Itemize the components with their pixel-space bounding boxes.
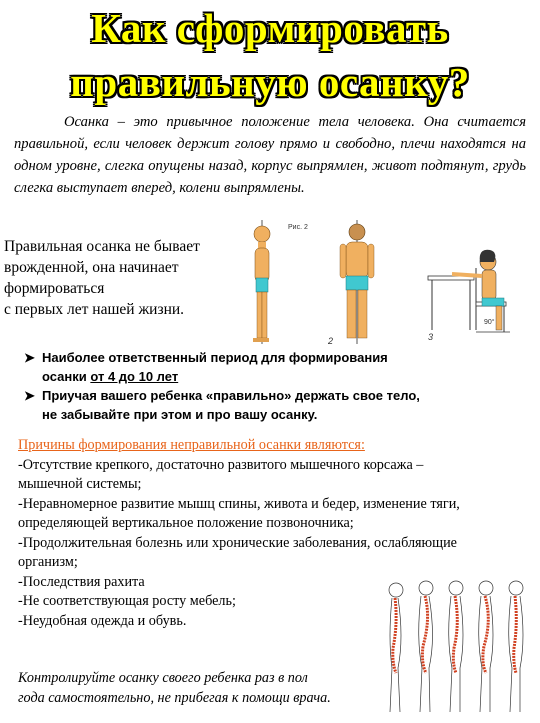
causes-heading: Причины формирования неправильной осанки являются: [18,437,365,453]
figure-caption: Рис. 2 [288,224,308,231]
arrow-bullet-icon: ➤ [24,350,35,365]
key-points-list [24,348,524,424]
cause-line: -Неравномерное развитие мышц спины, живота и бедер, изменение тяги, [18,495,460,512]
sitting-at-desk-figure [428,250,510,332]
cause-line: -Последствия рахита [18,573,145,590]
key-point-item [24,386,524,424]
spine-figure [479,581,493,712]
spine-figures-drawing [384,578,534,718]
spine-figure [449,581,463,712]
born-line: с первых лет нашей жизни. [4,301,185,318]
key-point-text: осанки [42,369,91,384]
cause-line: -Продолжительная болезнь или хронические заболевания, ослабляющие [18,534,457,551]
footer-advice [18,668,388,708]
page-title-line-2: правильную осанку? [70,59,470,105]
key-point-line [42,367,524,386]
intro-paragraph: Осанка – это привычное положение тела человека. Она считается правильной, если человек держит голову прямо и свободно, плечи находятся на одном уровне, слегка опущены назад, корпус выпрямлен, живот подтянут, грудь слегка выступает вперед, колени выпрямлены. [14,114,526,196]
footer-line: Контролируйте осанку своего ребенка раз в пол [18,670,308,686]
spine-figure [389,583,403,712]
angle-label: 90° [484,319,495,326]
spine-posture-illustration [384,578,534,718]
key-point-line: Приучая вашего ребенка «правильно» держать свое тело, [42,388,420,403]
posture-figures-drawing [240,218,530,348]
cause-line: -Не соответствующая росту мебель; [18,593,236,609]
figure-label-3: 3 [428,332,434,342]
spine-figure [509,581,523,712]
cause-line: определяющей вертикальное положение позвоночника; [18,515,354,531]
cause-line: -Неудобная одежда и обувь. [18,612,187,629]
footer-line: года самостоятельно, не прибегая к помощи врача. [18,690,331,706]
age-range-highlight: от 4 до 10 лет [90,369,179,384]
cause-line: организм; [18,554,78,570]
figure-label-2: 2 [328,336,334,346]
key-point-line: не забывайте при этом и про вашу осанку. [42,407,318,422]
born-line: Правильная осанка не бывает [4,238,200,255]
key-point-line: Наиболее ответственный период для формирования [42,350,388,365]
page-title-line-1: Как сформировать [91,5,449,51]
born-line: врожденной, она начинает [4,259,179,276]
spine-figure [419,581,433,712]
key-point-item [24,348,524,386]
cause-line: -Отсутствие крепкого, достаточно развитого мышечного корсажа – [18,456,424,473]
side-view-figure [253,220,270,344]
posture-figures-illustration [240,218,530,348]
born-line: формироваться [4,280,105,297]
back-view-figure [340,220,374,344]
arrow-bullet-icon: ➤ [24,388,35,403]
born-paragraph [4,236,240,320]
cause-line: мышечной системы; [18,476,142,492]
